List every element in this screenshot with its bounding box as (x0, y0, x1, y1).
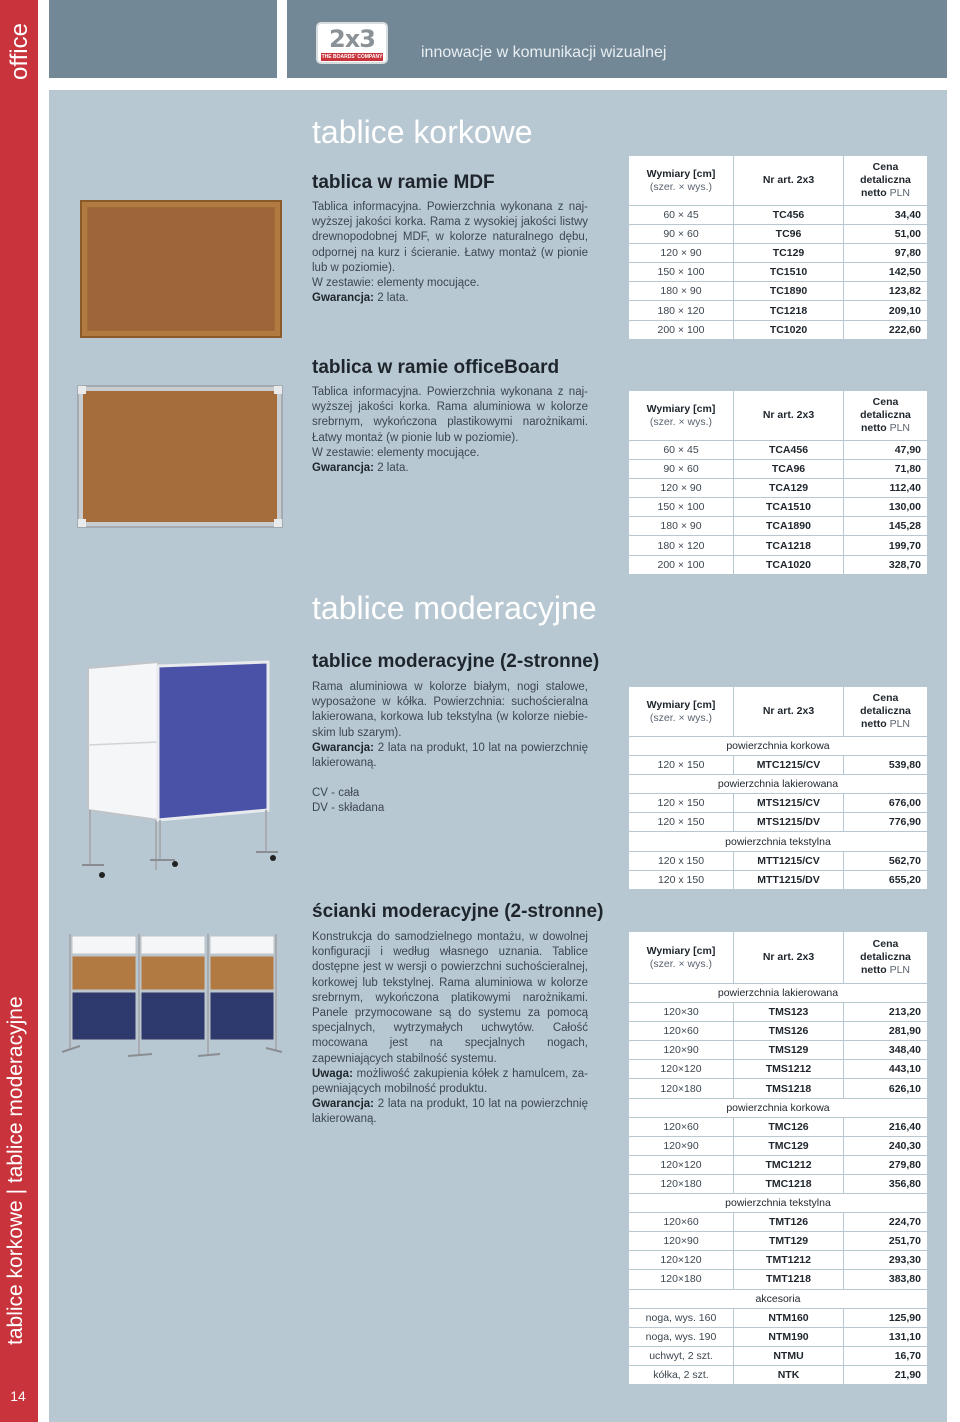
cell-dimensions: noga, wys. 160 (629, 1308, 734, 1327)
cell-article: TMS129 (734, 1041, 844, 1060)
cell-price: 145,28 (844, 517, 928, 536)
cell-dimensions: 120×180 (629, 1174, 734, 1193)
cell-dimensions: noga, wys. 190 (629, 1327, 734, 1346)
table-row (629, 1003, 928, 1022)
group-label: powierzchnia tekstylna (629, 1194, 928, 1213)
cell-article: TMS123 (734, 1003, 844, 1022)
cell-price: 125,90 (844, 1308, 928, 1327)
col-dims-label: Wymiary [cm] (646, 944, 716, 957)
cell-dimensions: 120×120 (629, 1060, 734, 1079)
brand-logo-text: 2x3 (329, 25, 375, 53)
cell-article: TC96 (734, 225, 844, 244)
table-row (629, 1117, 928, 1136)
cell-price: 655,20 (844, 870, 928, 889)
group-row (629, 832, 928, 851)
table-header-row (629, 932, 928, 984)
cell-article: TMS1212 (734, 1060, 844, 1079)
cell-article: MTS1215/DV (734, 813, 844, 832)
desc-warranty (312, 291, 588, 306)
col-price (844, 391, 928, 441)
table-row (629, 1060, 928, 1079)
cell-dimensions: 180 × 120 (629, 301, 734, 320)
group-label: powierzchnia korkowa (629, 737, 928, 756)
cell-dimensions: 120×60 (629, 1117, 734, 1136)
table-row (629, 225, 928, 244)
desc-cv: CV - cała (312, 787, 360, 800)
cell-article: NTM190 (734, 1327, 844, 1346)
cell-article: TCA1510 (734, 498, 844, 517)
product-title-mdf: tablica w ramie MDF (312, 172, 495, 193)
col-price (844, 687, 928, 737)
cell-article: TC1218 (734, 301, 844, 320)
cell-dimensions: 180 × 120 (629, 536, 734, 555)
cell-dimensions: 120×30 (629, 1003, 734, 1022)
cell-article: TMT126 (734, 1213, 844, 1232)
col-currency: PLN (889, 964, 911, 976)
table-row (629, 441, 928, 460)
cell-price: 293,30 (844, 1251, 928, 1270)
desc-warranty (312, 1097, 588, 1127)
group-row (629, 775, 928, 794)
cell-dimensions: 120 × 150 (629, 756, 734, 775)
cell-dimensions: kółka, 2 szt. (629, 1365, 734, 1384)
table-row (629, 794, 928, 813)
cell-dimensions: 120 × 90 (629, 479, 734, 498)
col-dims (629, 156, 734, 206)
table-row (629, 1155, 928, 1174)
warranty-label: Gwarancja: (312, 462, 374, 475)
desc-text: Tablica informacyjna. Powierzchnia wykonana z najwyższej jakości korka. Rama z wysokiej jakości listwy drewnopodobnej MDF, w kolorze naturalnego dębu, odpornej na kurz i ścieranie. Łatwy montaż (w pionie lub w poziomie). (312, 201, 588, 274)
cell-dimensions: 120 x 150 (629, 870, 734, 889)
table-header-row (629, 391, 928, 441)
group-row (629, 1194, 928, 1213)
desc-note (312, 1067, 588, 1097)
cell-price: 142,50 (844, 263, 928, 282)
cell-dimensions: 120×180 (629, 1270, 734, 1289)
cell-price: 222,60 (844, 320, 928, 339)
cell-price: 240,30 (844, 1136, 928, 1155)
desc-set: W zestawie: elementy mocujące. (312, 446, 480, 459)
group-row (629, 1098, 928, 1117)
cell-article: NTMU (734, 1346, 844, 1365)
cell-article: TMT1218 (734, 1270, 844, 1289)
col-dims (629, 687, 734, 737)
table-row (629, 320, 928, 339)
table-row (629, 756, 928, 775)
table-row (629, 1327, 928, 1346)
officeboard-cork-image (77, 385, 283, 528)
cell-price: 383,80 (844, 1270, 928, 1289)
col-art: Nr art. 2x3 (734, 932, 844, 984)
cell-dimensions: 120×90 (629, 1136, 734, 1155)
cell-price: 281,90 (844, 1022, 928, 1041)
cell-dimensions: 200 × 100 (629, 320, 734, 339)
table-row (629, 263, 928, 282)
product-title-moderation: tablice moderacyjne (2-stronne) (312, 651, 600, 672)
section-title-cork: tablice korkowe (312, 114, 533, 150)
table-row (629, 1270, 928, 1289)
cell-article: MTC1215/CV (734, 756, 844, 775)
col-price-2: detaliczna (860, 409, 911, 421)
table-header-row (629, 156, 928, 206)
desc-set: W zestawie: elementy mocujące. (312, 277, 480, 290)
cell-dimensions: 120×120 (629, 1251, 734, 1270)
cell-article: TC456 (734, 206, 844, 225)
cell-price: 279,80 (844, 1155, 928, 1174)
col-art: Nr art. 2x3 (734, 156, 844, 206)
cell-price: 224,70 (844, 1213, 928, 1232)
cell-price: 71,80 (844, 460, 928, 479)
cell-dimensions: 120×90 (629, 1232, 734, 1251)
cell-price: 348,40 (844, 1041, 928, 1060)
group-row (629, 1289, 928, 1308)
cell-price: 97,80 (844, 244, 928, 263)
cell-article: TMT1212 (734, 1251, 844, 1270)
table-row (629, 1213, 928, 1232)
col-price (844, 932, 928, 984)
cell-article: TC1020 (734, 320, 844, 339)
desc-text: Rama aluminiowa w kolorze białym, nogi stalowe, wyposażone w kółka. Powierzchnia: suchościeralna lakierowana, korkowa lub tekstylna (w kolorze niebieskim lub szarym). (312, 681, 588, 739)
cell-dimensions: 120×60 (629, 1022, 734, 1041)
product-desc-moderation (312, 680, 588, 817)
group-label: akcesoria (629, 1289, 928, 1308)
cell-price: 21,90 (844, 1365, 928, 1384)
product-title-walls: ścianki moderacyjne (2-stronne) (312, 901, 604, 922)
cell-article: TCA1218 (734, 536, 844, 555)
cell-article: TMT129 (734, 1232, 844, 1251)
cell-dimensions: 150 × 100 (629, 263, 734, 282)
cell-article: TC1510 (734, 263, 844, 282)
product-desc-walls (312, 930, 588, 1128)
cell-article: TCA456 (734, 441, 844, 460)
cell-price: 16,70 (844, 1346, 928, 1365)
col-price-3: netto (860, 964, 887, 976)
brand-logo (316, 22, 388, 64)
col-art: Nr art. 2x3 (734, 687, 844, 737)
category-label: office (6, 23, 33, 80)
col-dims-label: Wymiary [cm] (646, 698, 716, 711)
col-price-1: Cena (872, 396, 899, 408)
table-row (629, 1022, 928, 1041)
cell-dimensions: 60 × 45 (629, 441, 734, 460)
cell-article: TCA1890 (734, 517, 844, 536)
group-row (629, 737, 928, 756)
cell-dimensions: 120×90 (629, 1041, 734, 1060)
cell-article: TCA129 (734, 479, 844, 498)
desc-text: Konstrukcja do samodzielnego montażu, w dowolnej konfiguracji i według własnego uznania. Tablice dostępne jest w wersji o powierzchni suchościeralnej, korkowej lub tekstylnej. Rama aluminiowa w kolorze srebrnym, wykończona platikowymi narożnikami. Panele przymocowane są do systemu za pomocą specjalnych, wytrzymałych uchwytów. Całość mocowana jest na specjalnych nogach, zapewniających stabilność systemu. (312, 931, 588, 1065)
desc-warranty (312, 741, 588, 771)
cell-dimensions: 90 × 60 (629, 460, 734, 479)
cell-price: 47,90 (844, 441, 928, 460)
table-row (629, 1174, 928, 1193)
col-currency: PLN (889, 422, 911, 434)
col-price-1: Cena (872, 161, 899, 173)
table-row (629, 1041, 928, 1060)
product-desc-officeboard (312, 385, 588, 476)
cell-dimensions: 120 × 90 (629, 244, 734, 263)
note-label: Uwaga: (312, 1067, 353, 1080)
cell-article: TMC126 (734, 1117, 844, 1136)
cell-dimensions: uchwyt, 2 szt. (629, 1346, 734, 1365)
cell-dimensions: 120 × 150 (629, 813, 734, 832)
cell-article: NTK (734, 1365, 844, 1384)
table-row (629, 536, 928, 555)
moderation-boards-image (80, 660, 280, 880)
cell-price: 216,40 (844, 1117, 928, 1136)
cell-price: 34,40 (844, 206, 928, 225)
col-dims-label: Wymiary [cm] (646, 167, 716, 180)
cell-article: TCA96 (734, 460, 844, 479)
table-row (629, 1079, 928, 1098)
table-row (629, 1136, 928, 1155)
cell-dimensions: 120×120 (629, 1155, 734, 1174)
cell-price: 539,80 (844, 756, 928, 775)
warranty-value: 2 lata. (377, 292, 409, 305)
section-title-moderation: tablice moderacyjne (312, 590, 597, 626)
table-row (629, 479, 928, 498)
col-price-3: netto (860, 422, 887, 434)
cell-article: TC129 (734, 244, 844, 263)
cell-price: 356,80 (844, 1174, 928, 1193)
cell-dimensions: 200 × 100 (629, 555, 734, 574)
cell-price: 213,20 (844, 1003, 928, 1022)
cell-price: 130,00 (844, 498, 928, 517)
cell-price: 676,00 (844, 794, 928, 813)
cell-price: 562,70 (844, 851, 928, 870)
price-table-walls (628, 931, 928, 1385)
col-dims-sub: (szer. × wys.) (649, 957, 713, 970)
cell-dimensions: 120×60 (629, 1213, 734, 1232)
cell-article: MTT1215/CV (734, 851, 844, 870)
table-row (629, 282, 928, 301)
cell-article: TC1890 (734, 282, 844, 301)
product-title-officeboard: tablica w ramie officeBoard (312, 357, 560, 378)
cell-price: 626,10 (844, 1079, 928, 1098)
cell-dimensions: 150 × 100 (629, 498, 734, 517)
table-header-row (629, 687, 928, 737)
table-row (629, 517, 928, 536)
group-label: powierzchnia lakierowana (629, 775, 928, 794)
cell-article: MTS1215/CV (734, 794, 844, 813)
price-table-officeboard (628, 390, 928, 575)
cell-price: 251,70 (844, 1232, 928, 1251)
section-label: tablice korkowe | tablice moderacyjne (4, 996, 27, 1345)
warranty-value: 2 lata na produkt, 10 lat na powierzchnię lakierowaną. (312, 1098, 588, 1126)
cell-article: TMC1212 (734, 1155, 844, 1174)
cell-price: 131,10 (844, 1327, 928, 1346)
table-row (629, 870, 928, 889)
col-price-1: Cena (872, 938, 899, 950)
price-table-moderation (628, 686, 928, 890)
desc-text: Tablica informacyjna. Powierzchnia wykonana z najwyższej jakości korka. Rama aluminiowa w kolorze srebrnym, wykończona plastikowymi narożnikami. Łatwy montaż (w pionie lub w poziomie). (312, 386, 588, 444)
col-price-2: detaliczna (860, 705, 911, 717)
table-row (629, 813, 928, 832)
cell-dimensions: 90 × 60 (629, 225, 734, 244)
col-dims (629, 391, 734, 441)
col-dims (629, 932, 734, 984)
page-number: 14 (10, 1388, 26, 1404)
table-row (629, 206, 928, 225)
group-row (629, 984, 928, 1003)
table-row (629, 1308, 928, 1327)
table-row (629, 244, 928, 263)
warranty-label: Gwarancja: (312, 741, 374, 754)
brand-logo-sub: THE BOARDS' COMPANY (321, 54, 383, 60)
tagline: innowacje w komunikacji wizualnej (421, 44, 667, 61)
cell-article: TMS126 (734, 1022, 844, 1041)
warranty-value: 2 lata. (377, 462, 409, 475)
col-price-2: detaliczna (860, 951, 911, 963)
cell-price: 112,40 (844, 479, 928, 498)
cell-article: TMC1218 (734, 1174, 844, 1193)
note-value: możliwość zakupienia kółek z hamulcem, zapewniających mobilność produktu. (312, 1067, 589, 1096)
col-dims-label: Wymiary [cm] (646, 402, 716, 415)
price-table-mdf (628, 155, 928, 340)
cell-price: 123,82 (844, 282, 928, 301)
table-row (629, 851, 928, 870)
desc-warranty (312, 461, 588, 476)
cell-article: TCA1020 (734, 555, 844, 574)
col-dims-sub: (szer. × wys.) (649, 711, 713, 724)
group-label: powierzchnia lakierowana (629, 984, 928, 1003)
table-row (629, 498, 928, 517)
cell-article: MTT1215/DV (734, 870, 844, 889)
group-label: powierzchnia korkowa (629, 1098, 928, 1117)
cell-price: 199,70 (844, 536, 928, 555)
warranty-label: Gwarancja: (312, 1098, 374, 1111)
cell-dimensions: 120 × 150 (629, 794, 734, 813)
cell-price: 443,10 (844, 1060, 928, 1079)
cell-dimensions: 60 × 45 (629, 206, 734, 225)
cell-article: TMS1218 (734, 1079, 844, 1098)
col-price-3: netto (860, 187, 887, 199)
col-price (844, 156, 928, 206)
col-price-1: Cena (872, 692, 899, 704)
mdf-cork-board-image (80, 200, 282, 338)
col-currency: PLN (889, 187, 911, 199)
cell-price: 776,90 (844, 813, 928, 832)
product-desc-mdf (312, 200, 588, 306)
desc-dv: DV - składana (312, 802, 385, 815)
col-currency: PLN (889, 718, 911, 730)
cell-dimensions: 180 × 90 (629, 517, 734, 536)
table-row (629, 1365, 928, 1384)
col-dims-sub: (szer. × wys.) (649, 415, 713, 428)
warranty-label: Gwarancja: (312, 292, 374, 305)
group-label: powierzchnia tekstylna (629, 832, 928, 851)
header-left-block (49, 0, 277, 78)
col-price-3: netto (860, 718, 887, 730)
cell-price: 209,10 (844, 301, 928, 320)
col-art: Nr art. 2x3 (734, 391, 844, 441)
cell-price: 328,70 (844, 555, 928, 574)
cell-article: NTM160 (734, 1308, 844, 1327)
table-row (629, 301, 928, 320)
cell-dimensions: 120×180 (629, 1079, 734, 1098)
cell-dimensions: 180 × 90 (629, 282, 734, 301)
table-row (629, 460, 928, 479)
col-price-2: detaliczna (860, 174, 911, 186)
cell-price: 51,00 (844, 225, 928, 244)
cell-dimensions: 120 x 150 (629, 851, 734, 870)
col-dims-sub: (szer. × wys.) (649, 180, 713, 193)
moderation-walls-image (60, 930, 285, 1060)
table-row (629, 1232, 928, 1251)
cell-article: TMC129 (734, 1136, 844, 1155)
warranty-value: 2 lata na produkt, 10 lat na powierzchnię lakierowaną. (312, 741, 588, 770)
table-row (629, 555, 928, 574)
table-row (629, 1346, 928, 1365)
table-row (629, 1251, 928, 1270)
